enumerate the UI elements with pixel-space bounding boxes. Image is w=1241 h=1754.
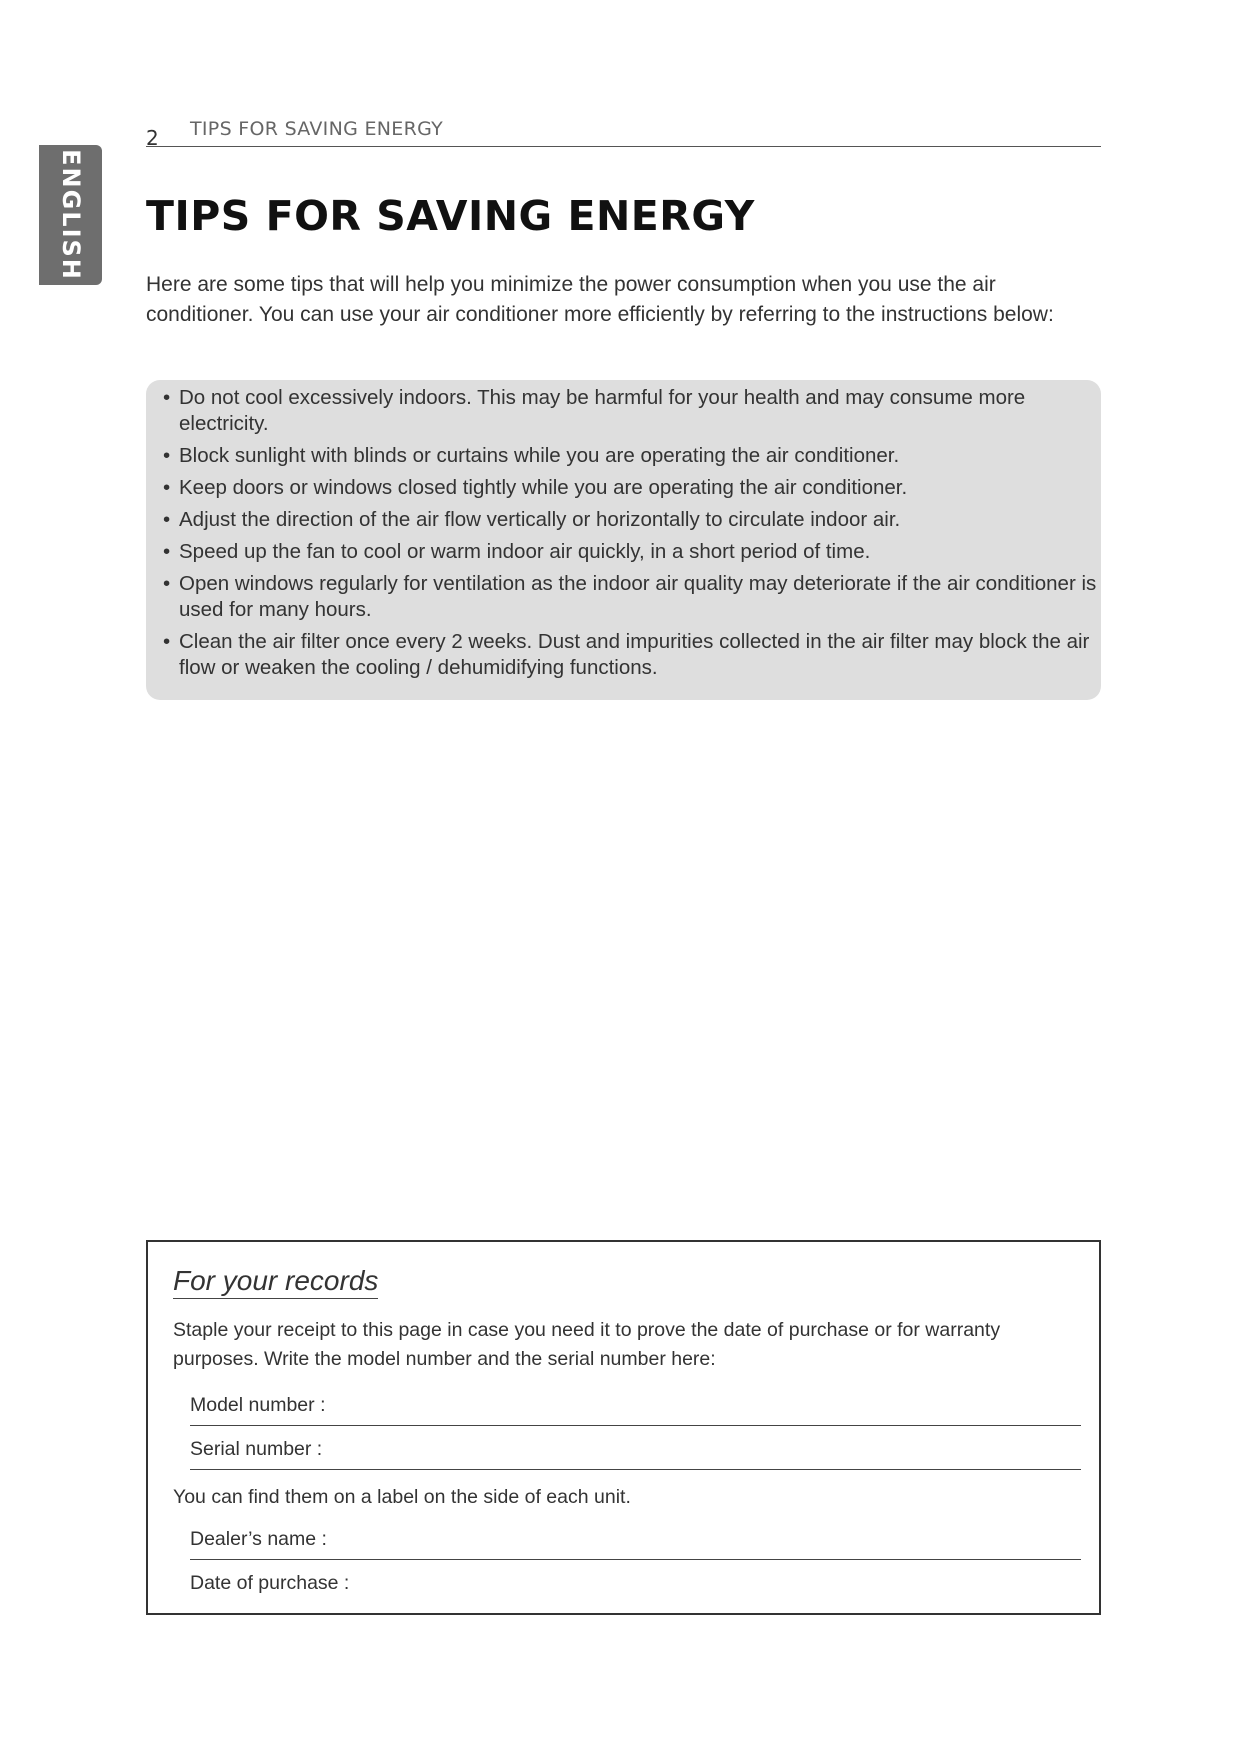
records-instructions: Staple your receipt to this page in case you need it to prove the date of purchase or for warranty purposes. Write the model number and the serial number here: [173, 1319, 1001, 1370]
tip-text: Block sunlight with blinds or curtains while you are operating the air conditioner. [179, 444, 900, 467]
bullet: • [163, 476, 171, 499]
tip-text: Adjust the direction of the air flow vertically or horizontally to circulate indoor air. [179, 508, 901, 531]
tip-text: Do not cool excessively indoors. This may be harmful for your health and may consume more electricity. [179, 386, 1026, 435]
page-number: 2 [146, 126, 159, 150]
list-item [163, 385, 1101, 437]
bullet: • [163, 508, 171, 531]
list-item [163, 629, 1101, 681]
language-tab-label: ENGLISH [56, 149, 85, 281]
bullet: • [163, 386, 171, 409]
tip-text: Speed up the fan to cool or warm indoor air quickly, in a short period of time. [179, 540, 871, 563]
model-number-label: Model number : [190, 1394, 326, 1416]
list-item [163, 507, 1101, 533]
records-box [146, 1240, 1101, 1615]
date-of-purchase-field[interactable] [190, 1568, 1081, 1604]
records-title: For your records [173, 1264, 378, 1299]
tip-text: Keep doors or windows closed tightly while you are operating the air conditioner. [179, 476, 908, 499]
list-item [163, 475, 1101, 501]
bullet: • [163, 444, 171, 467]
list-item [163, 571, 1101, 623]
list-item [163, 539, 1101, 565]
tip-text: Open windows regularly for ventilation as the indoor air quality may deteriorate if the air conditioner is used for many hours. [179, 572, 1097, 621]
list-item [163, 443, 1101, 469]
dealer-name-field[interactable] [190, 1524, 1081, 1560]
records-note: You can find them on a label on the side of each unit. [173, 1486, 631, 1508]
serial-number-field[interactable] [190, 1434, 1081, 1470]
bullet: • [163, 630, 171, 653]
running-header [146, 116, 1101, 150]
tips-box [146, 380, 1101, 700]
date-of-purchase-label: Date of purchase : [190, 1572, 350, 1594]
bullet: • [163, 540, 171, 563]
tip-text: Clean the air filter once every 2 weeks. Dust and impurities collected in the air filter may block the air flow or weaken the cooling / dehumidifying functions. [179, 630, 1090, 679]
tips-list [163, 385, 1101, 681]
serial-number-label: Serial number : [190, 1438, 323, 1460]
page-title: TIPS FOR SAVING ENERGY [146, 192, 755, 240]
intro-paragraph: Here are some tips that will help you minimize the power consumption when you use the air conditioner. You can use your air conditioner more efficiently by referring to the instructions below: [146, 273, 1054, 326]
bullet: • [163, 572, 171, 595]
language-tab [39, 145, 102, 285]
dealer-name-label: Dealer’s name : [190, 1528, 327, 1550]
running-header-title: TIPS FOR SAVING ENERGY [190, 118, 444, 140]
model-number-field[interactable] [190, 1390, 1081, 1426]
